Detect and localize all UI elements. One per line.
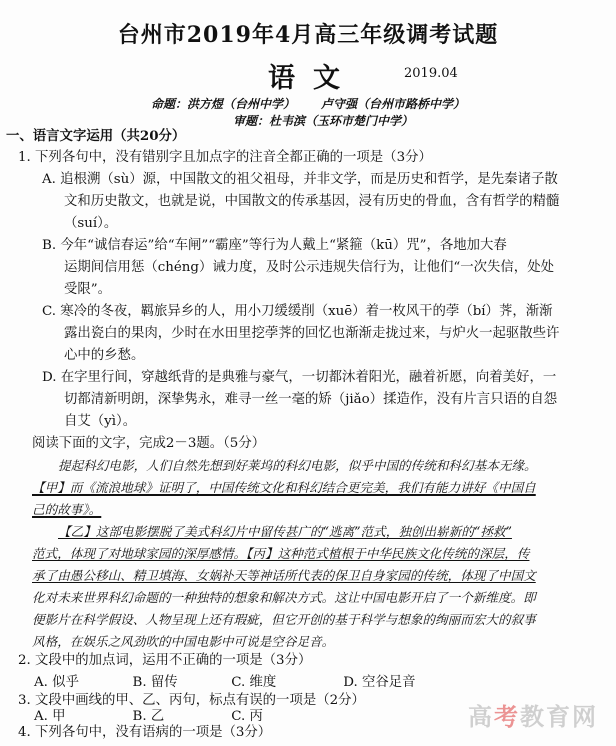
text-line: 心中的乡愁。	[64, 348, 145, 363]
text-line: D. 在字里行间，穿越纸背的是典雅与豪气，一切都沐着阳光，融着祈愿，向着美好，一	[42, 370, 557, 385]
text-line: 范式，体现了对地球家园的深厚感情。【丙】这种范式植根于中华民族文化传统的深层，传	[32, 546, 530, 561]
reviewer-line: 审题：杜韦滨（玉环市楚门中学）	[232, 114, 413, 128]
text-line: A. 甲 B. 乙 C. 丙	[34, 709, 263, 724]
text-line: 文和历史散文，也就是说，中国散文的传承基因，浸有历史的骨血，含有哲学的精髓	[64, 194, 560, 209]
text-line: C. 寒冷的冬夜，羁旅异乡的人，用小刀缓缓削（xuē）着一枚风干的荸（bí）荠，渐渐	[42, 304, 553, 319]
text-line: 己的故事》。	[32, 502, 102, 517]
text-line: 承了由愚公移山、精卫填海、女娲补天等神话所代表的保卫自身家园的传统，体现了中国文	[32, 568, 536, 583]
text-line: 【甲】而《流浪地球》证明了，中国传统文化和科幻结合更完美，我们有能力讲好《中国自	[32, 480, 536, 495]
text-line: 便影片在科学假设、人物呈现上还有瑕疵，但它开创的基于科学与想象的绚丽而宏大的叙事	[32, 612, 536, 627]
text-line: 风格，在娱乐之风劲吹的中国电影中可说是空谷足音。	[32, 634, 335, 649]
text-line: 一、语言文字运用（共20分）	[6, 128, 186, 144]
text-line: 自艾（yì）。	[64, 414, 137, 429]
text-line: A. 似乎 B. 留传 C. 维度 D. 空谷足音	[34, 675, 416, 690]
text-line: 4. 下列各句中，没有语病的一项是（3分）	[18, 725, 272, 740]
text-line: B. 今年“诚信春运”给“车闸”“霸座”等行为人戴上“紧箍（kū）咒”，各地加大春	[42, 238, 507, 253]
text-line: 露出瓷白的果肉，少时在水田里挖荸荠的回忆也渐渐走拢过来，与炉火一起驱散些许	[64, 326, 560, 341]
text-line: A. 追根溯（sù）源，中国散文的祖父祖母，并非文学，而是历史和哲学，是先秦诸子散	[42, 172, 558, 187]
setter-2: 卢守强（台州市路桥中学）	[321, 97, 466, 111]
text-line: 2. 文段中的加点词，运用不正确的一项是（3分）	[18, 653, 312, 668]
text-line: 化对未来世界科幻命题的一种独特的想象和解决方式。这让中国电影开启了一个新维度。即	[32, 590, 536, 605]
exam-title: 台州市2019年4月高三年级调考试题	[117, 22, 499, 48]
setter-1: 命题：洪方煜（台州中学）	[150, 97, 295, 111]
watermark-mid: 考	[494, 702, 520, 731]
watermark-right: 教育网	[520, 702, 598, 731]
setters-line	[0, 95, 616, 112]
text-line: 切都清新明朗，深挚隽永，难寻一丝一毫的矫（jiǎo）揉造作，没有片言只语的自怨	[64, 392, 558, 407]
text-line: 阅读下面的文字，完成2－3题。（5分）	[32, 436, 266, 451]
watermark	[468, 697, 598, 732]
text-line: 【乙】这部电影摆脱了美式科幻片中留传甚广的“逃离”范式，独创出崭新的“拯救”	[58, 524, 512, 539]
text-line: 3. 文段中画线的甲、乙、丙句，标点有误的一项是（2分）	[18, 693, 365, 708]
subject-title: 语文	[268, 63, 358, 94]
text-line: 受限”。	[64, 282, 112, 297]
exam-date: 2019.04	[404, 66, 458, 81]
text-line: 提起科幻电影，人们自然先想到好莱坞的科幻电影，似乎中国的传统和科幻基本无缘。	[58, 458, 537, 473]
watermark-left: 高	[468, 702, 494, 731]
text-line: （suí）。	[64, 216, 118, 231]
text-line: 运期间信用惩（chéng）诫力度，及时公示违规失信行为，让他们“一次失信，处处	[64, 260, 554, 275]
text-line: 1. 下列各句中，没有错别字且加点字的注音全都正确的一项是（3分）	[18, 150, 432, 165]
